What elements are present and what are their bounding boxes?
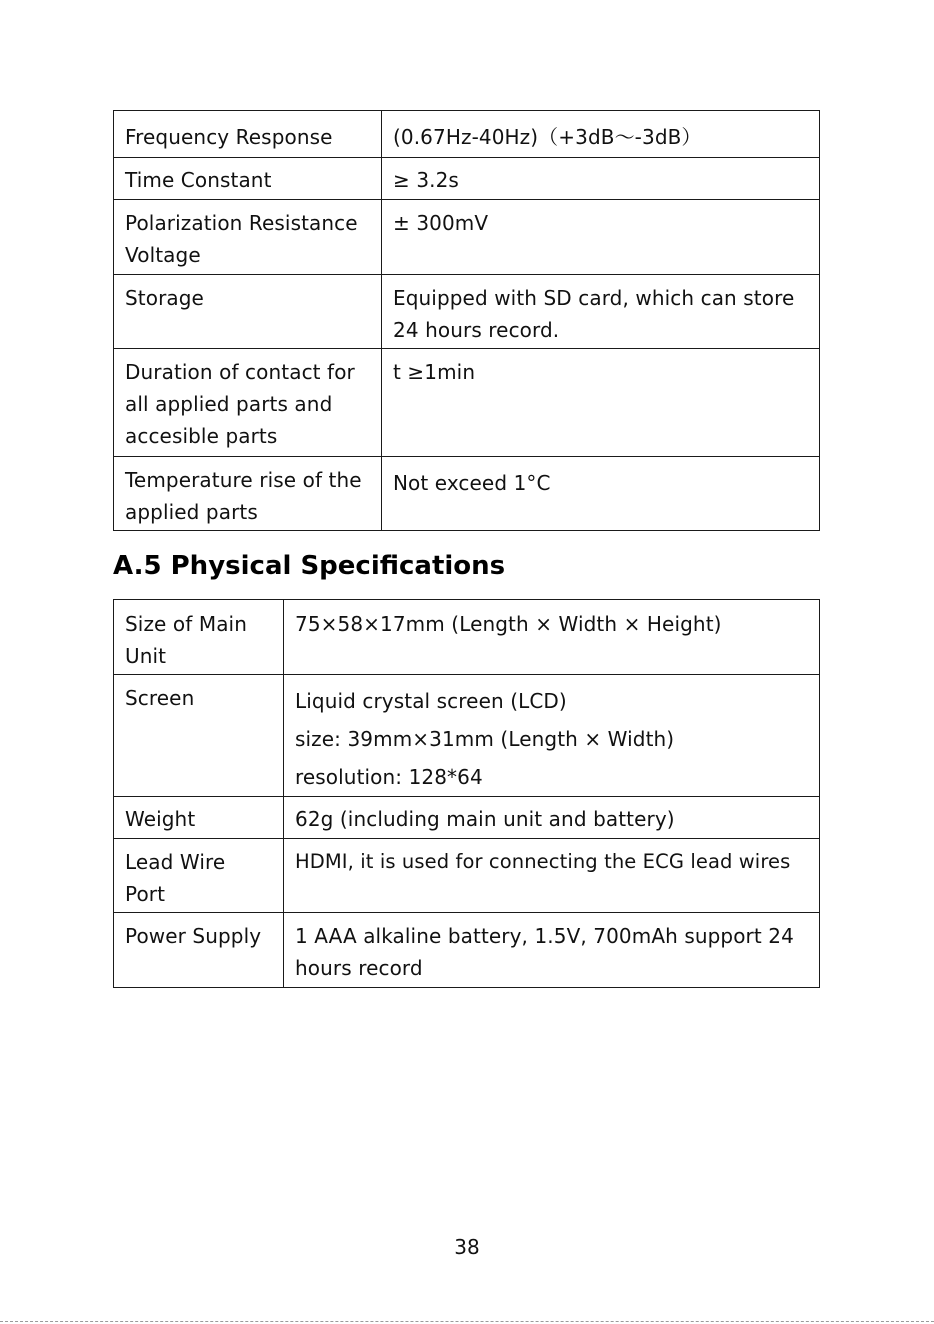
spec-label: Storage xyxy=(114,275,382,349)
spec-label: Polarization Resistance Voltage xyxy=(114,200,382,275)
spec-value: t ≥1min xyxy=(382,349,820,457)
table-row xyxy=(114,839,820,913)
spec-label: Size of Main Unit xyxy=(114,600,284,675)
table-row xyxy=(114,111,820,158)
spec-label: Screen xyxy=(114,675,284,797)
spec-label: Lead Wire Port xyxy=(114,839,284,913)
table-row xyxy=(114,797,820,839)
table-row xyxy=(114,675,820,797)
spec-value: ≥ 3.2s xyxy=(382,158,820,200)
spec-value: Equipped with SD card, which can store 24 hours record. xyxy=(382,275,820,349)
table-row xyxy=(114,600,820,675)
table-row xyxy=(114,457,820,531)
table-row xyxy=(114,349,820,457)
spec-value: Not exceed 1°C xyxy=(382,457,820,531)
spec-value: Liquid crystal screen (LCD) size: 39mm×31mm (Length × Width) resolution: 128*64 xyxy=(284,675,820,797)
spec-label: Power Supply xyxy=(114,913,284,988)
spec-value: HDMI, it is used for connecting the ECG lead wires xyxy=(284,839,820,913)
spec-value: ± 300mV xyxy=(382,200,820,275)
spec-value: 1 AAA alkaline battery, 1.5V, 700mAh support 24 hours record xyxy=(284,913,820,988)
spec-label: Frequency Response xyxy=(114,111,382,158)
table-row xyxy=(114,200,820,275)
spec-label: Time Constant xyxy=(114,158,382,200)
physical-spec-table xyxy=(113,599,820,988)
spec-value: 75×58×17mm (Length × Width × Height) xyxy=(284,600,820,675)
spec-label: Weight xyxy=(114,797,284,839)
spec-label: Temperature rise of the applied parts xyxy=(114,457,382,531)
spec-label: Duration of contact for all applied parts and accesible parts xyxy=(114,349,382,457)
table-row xyxy=(114,158,820,200)
electrical-spec-table xyxy=(113,110,820,531)
section-heading: A.5 Physical Specifications xyxy=(113,551,506,581)
table-row xyxy=(114,913,820,988)
spec-value: 62g (including main unit and battery) xyxy=(284,797,820,839)
page-edge-divider xyxy=(0,1321,934,1322)
page-number: 38 xyxy=(454,1235,480,1259)
spec-value: (0.67Hz-40Hz)（+3dB～-3dB） xyxy=(382,111,820,158)
table-row xyxy=(114,275,820,349)
